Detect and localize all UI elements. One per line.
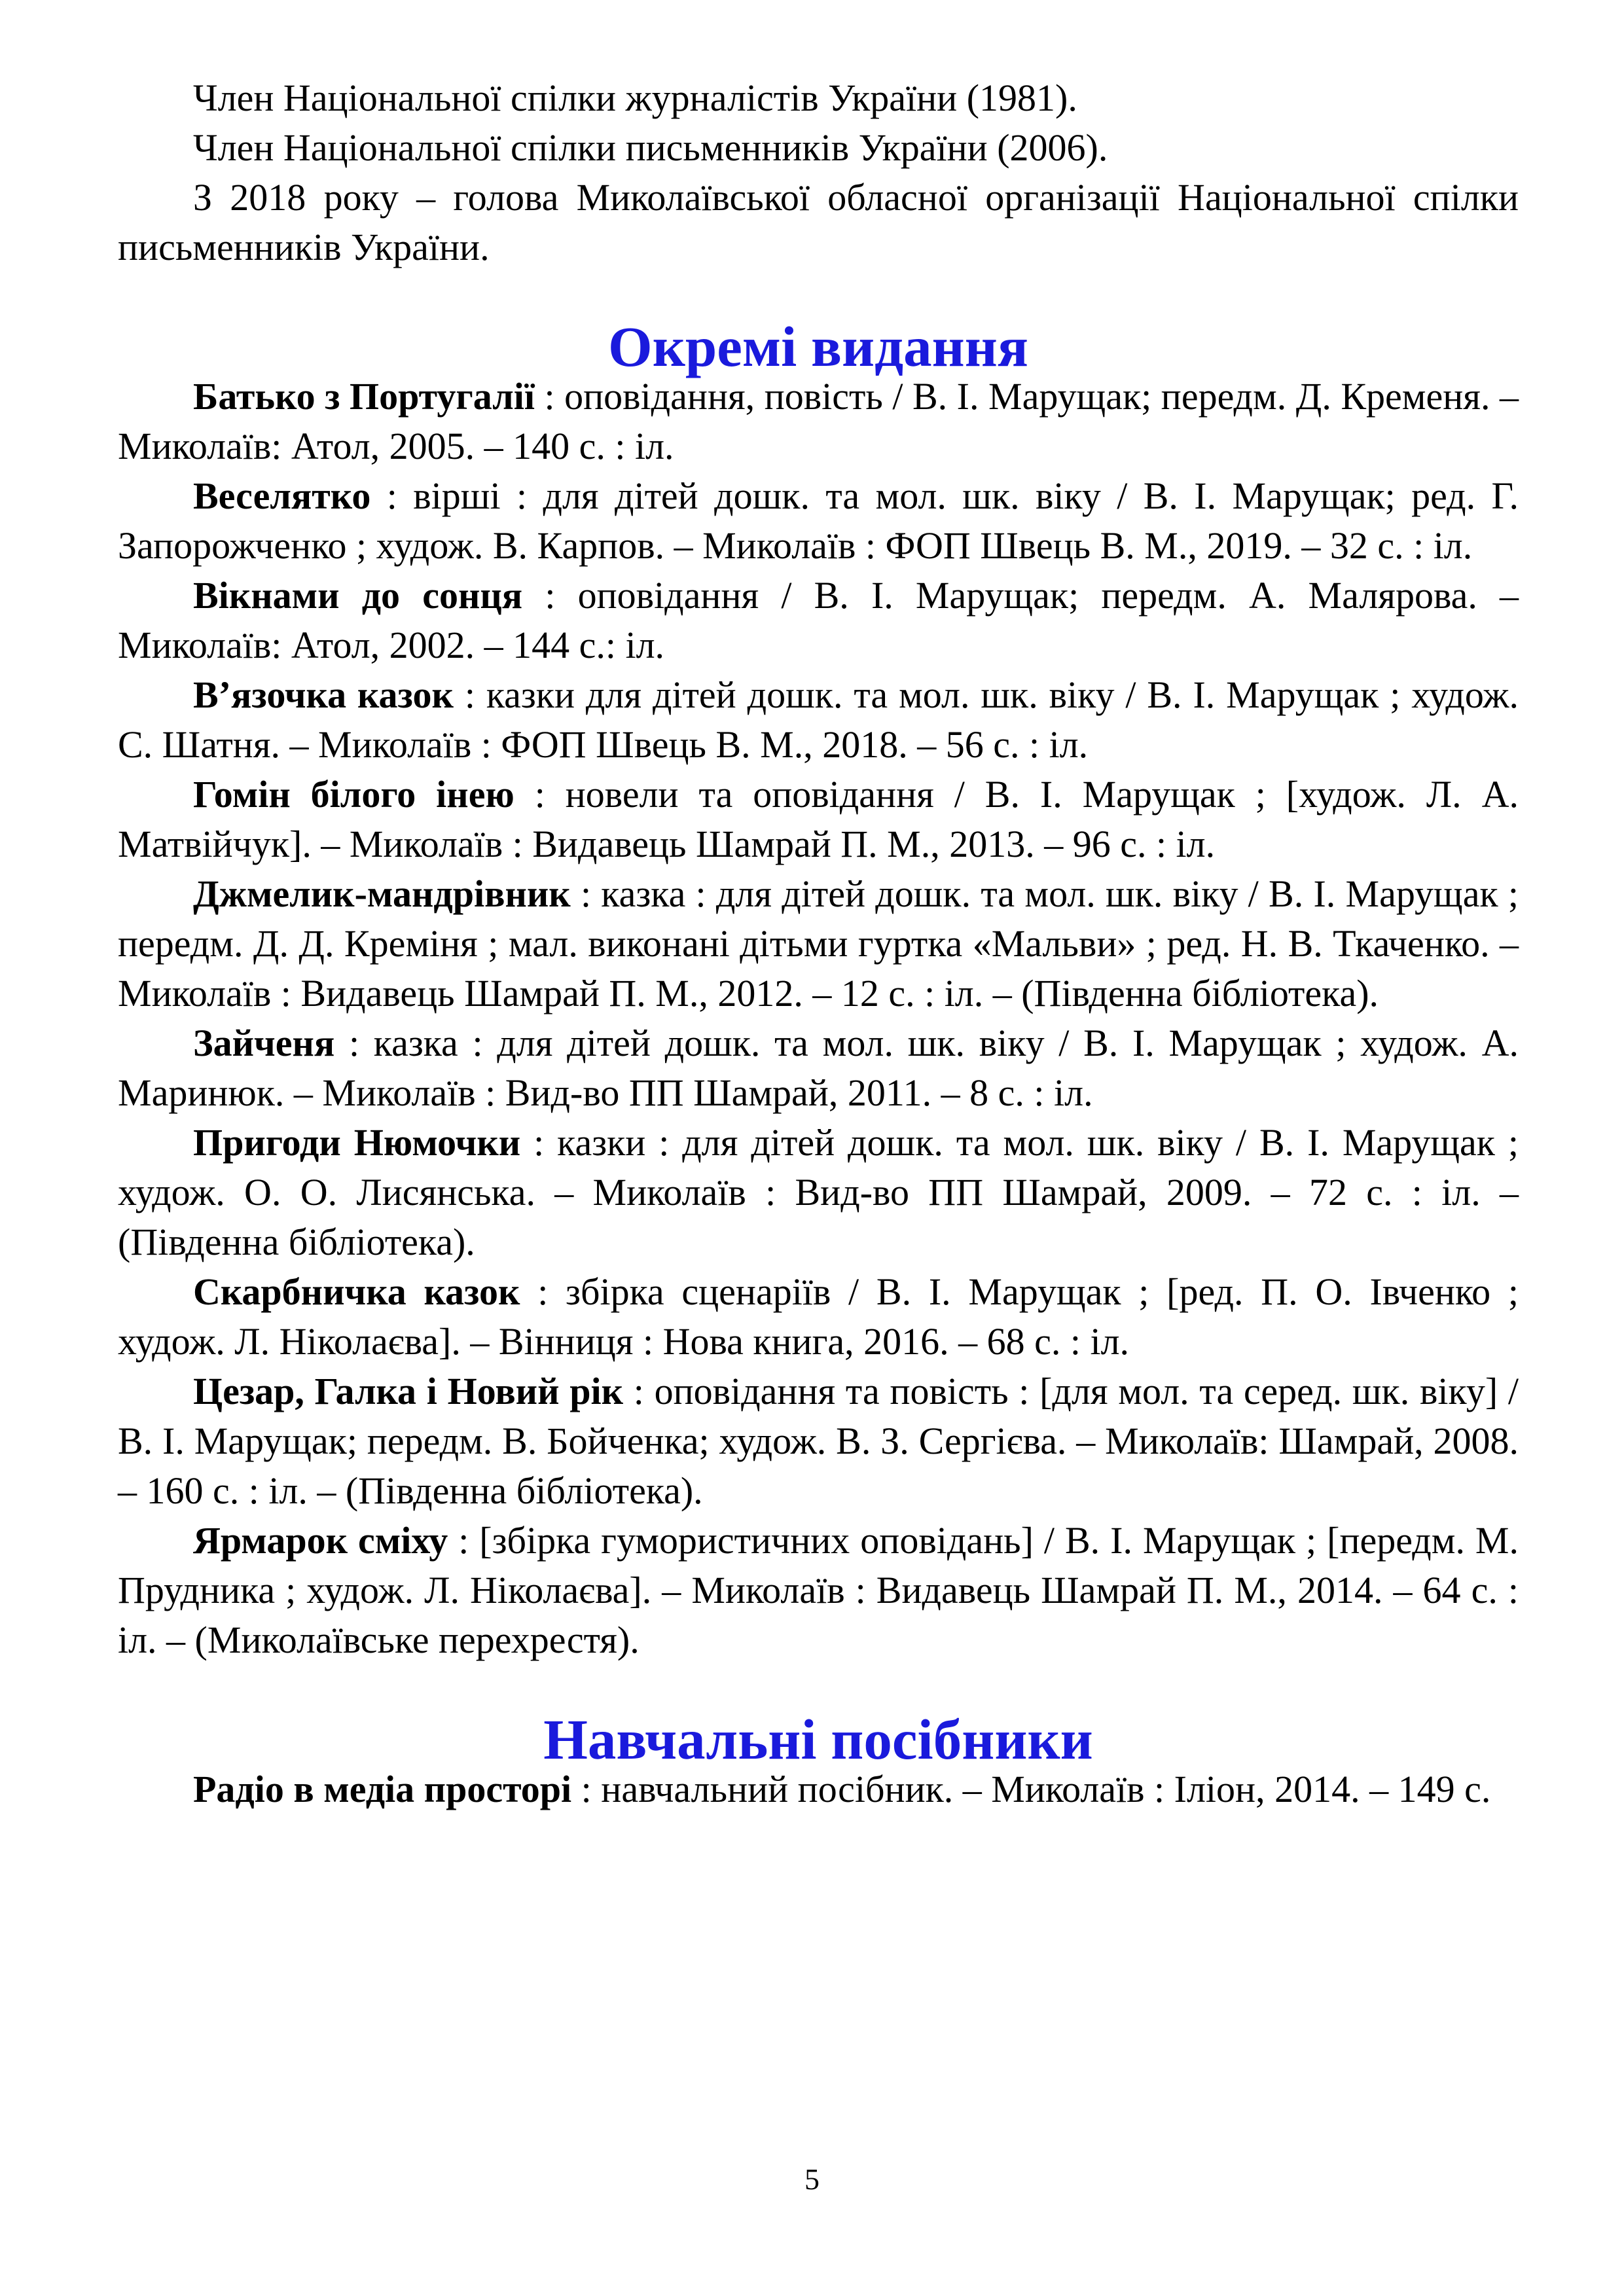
entry-title: Вікнами до сонця: [193, 574, 523, 617]
entry-text: : казка : для дітей дошк. та мол. шк. віку / В. І. Марущак ; худож. А. Маринюк. – Миколаїв : Вид-во ПП Шамрай, 2011. – 8 с. : іл.: [118, 1022, 1519, 1114]
bibliography-entry: [118, 471, 1519, 571]
bibliography-entry: [118, 372, 1519, 471]
entry-text: : оповідання, повість / В. І. Марущак; передм. Д. Кременя. – Миколаїв: Атол, 2005. – 140 с. : іл.: [118, 375, 1519, 467]
entry-text: : оповідання та повість : [для мол. та серед. шк. віку] / В. І. Марущак; передм. В. Бойченка; худож. В. З. Сергієва. – Миколаїв: Шамрай, 2008. – 160 с. : іл. – (Південна бібліотека).: [118, 1370, 1519, 1512]
intro-paragraph: Член Національної спілки письменників України (2006).: [193, 126, 1108, 169]
entry-title: Веселятко: [193, 475, 371, 517]
entry-text: : вірші : для дітей дошк. та мол. шк. віку / В. І. Марущак; ред. Г. Запорожченко ; худож. В. Карпов. – Миколаїв : ФОП Швець В. М., 2019. – 32 с. : іл.: [118, 475, 1519, 567]
entry-title: Батько з Португалії: [193, 375, 535, 418]
entry-title: Радіо в медіа просторі: [193, 1768, 572, 1810]
entry-title: Ярмарок сміху: [193, 1519, 448, 1562]
bibliography-entry: [118, 770, 1519, 869]
entry-title: Цезар, Галка і Новий рік: [193, 1370, 624, 1412]
entry-title: Скарбничка казок: [193, 1270, 520, 1313]
intro-paragraph: Член Національної спілки журналістів України (1981).: [193, 77, 1077, 119]
entry-text: : збірка сценаріїв / В. І. Марущак ; [ред. П. О. Івченко ; худож. Л. Ніколаєва]. – Вінниця : Нова книга, 2016. – 68 с. : іл.: [118, 1270, 1519, 1363]
bibliography-entry: [118, 670, 1519, 770]
entry-text: : навчальний посібник. – Миколаїв : Іліон, 2014. – 149 с.: [571, 1768, 1491, 1810]
entry-text: : казки для дітей дошк. та мол. шк. віку / В. І. Марущак ; худож. С. Шатня. – Миколаїв : ФОП Швець В. М., 2018. – 56 с. : іл.: [118, 673, 1519, 766]
bibliography-entry: [118, 1765, 1519, 1814]
entry-title: Пригоди Нюмочки: [193, 1121, 521, 1164]
entry-text: : новели та оповідання / В. І. Марущак ; [худож. Л. А. Матвійчук]. – Миколаїв : Видавець Шамрай П. М., 2013. – 96 с. : іл.: [118, 773, 1519, 865]
page-number: 5: [804, 2162, 820, 2196]
entry-title: В’язочка казок: [193, 673, 454, 716]
entry-text: : казки : для дітей дошк. та мол. шк. віку / В. І. Марущак ; худож. О. О. Лисянська. – Миколаїв : Вид-во ПП Шамрай, 2009. – 72 с. : іл. – (Південна бібліотека).: [118, 1121, 1519, 1263]
entry-text: : оповідання / В. І. Марущак; передм. А. Малярова. – Миколаїв: Атол, 2002. – 144 с.: іл.: [118, 574, 1519, 666]
bibliography-entry: [118, 1267, 1519, 1367]
entry-text: : казка : для дітей дошк. та мол. шк. віку / В. І. Марущак ; передм. Д. Д. Креміня ; мал. виконані дітьми гуртка «Мальви» ; ред. Н. В. Ткаченко. – Миколаїв : Видавець Шамрай П. М., 2012. – 12 с. : іл. – (Південна бібліотека).: [118, 872, 1519, 1014]
bibliography-entry: [118, 869, 1519, 1018]
bibliography-entry: [118, 1018, 1519, 1118]
bibliography-entry: [118, 571, 1519, 670]
entry-title: Гомін білого інею: [193, 773, 514, 816]
entry-title: Джмелик-мандрівник: [193, 872, 571, 915]
bibliography-entry: [118, 1118, 1519, 1267]
section-title-textbooks: Навчальні посібники: [543, 1708, 1093, 1771]
intro-paragraph: З 2018 року – голова Миколаївської обласної організації Національної спілки письменників України.: [118, 176, 1519, 268]
bibliography-entry: [118, 1516, 1519, 1665]
entry-title: Зайченя: [193, 1022, 335, 1064]
entry-text: : [збірка гумористичних оповідань] / В. І. Марущак ; [передм. М. Прудника ; худож. Л. Ніколаєва]. – Миколаїв : Видавець Шамрай П. М., 2014. – 64 с. : іл. – (Миколаївське перехрестя).: [118, 1519, 1519, 1661]
bibliography-entry: [118, 1367, 1519, 1516]
section-title-separate-editions: Окремі видання: [608, 315, 1028, 378]
document-page: [118, 73, 1519, 1814]
